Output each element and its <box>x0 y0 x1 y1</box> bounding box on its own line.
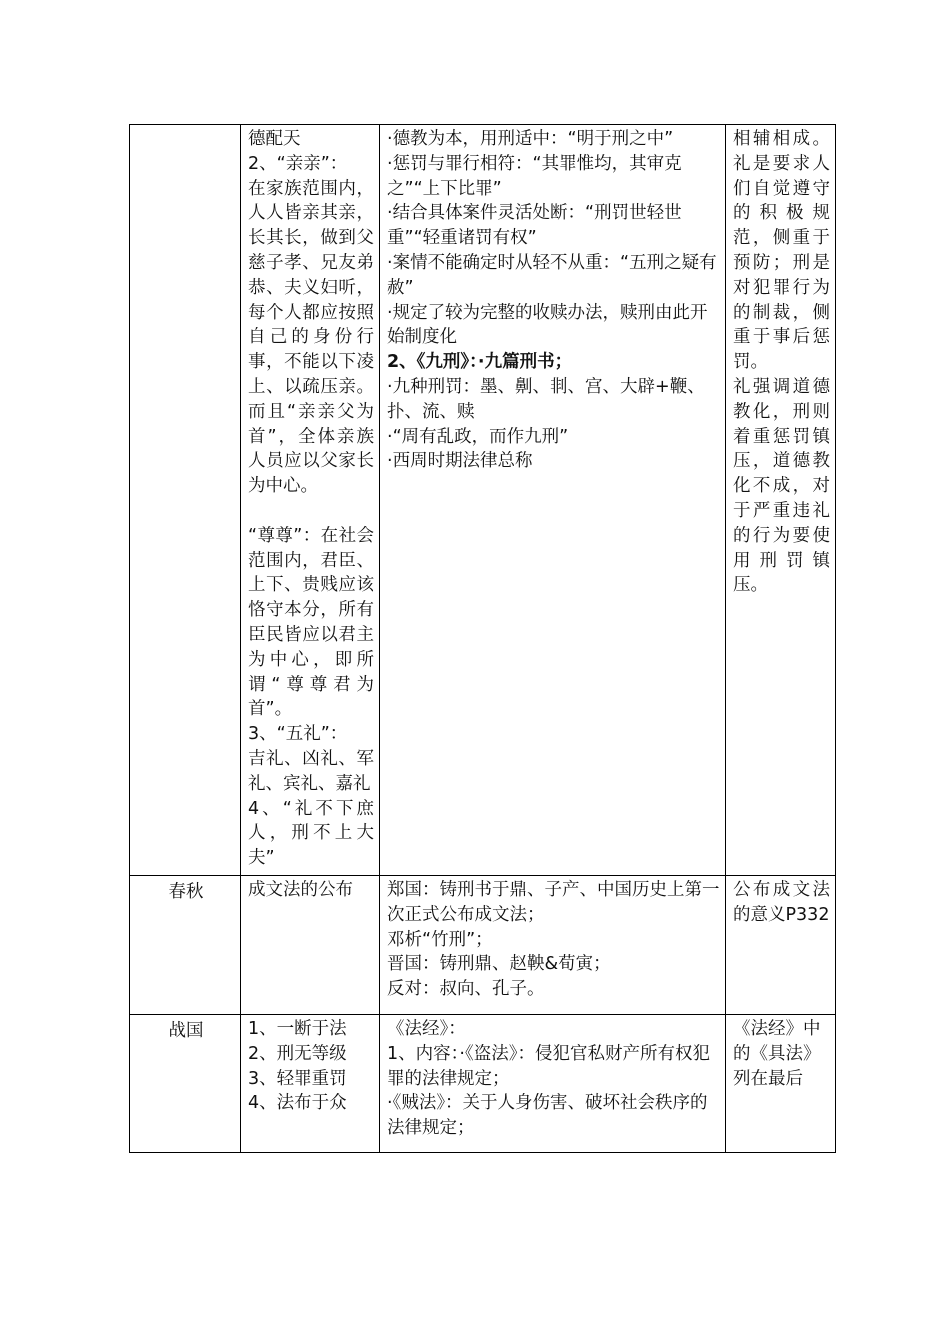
principle-line: “尊尊”：在社会范围内，君臣、上下、贵贱应该恪守本分，所有臣民皆应以君主为中心，即所谓“尊尊君为首”。 <box>248 525 374 720</box>
principle-line: 在家族范围内，人人皆亲其亲，长其长，做到父慈子孝、兄友弟恭、夫义妇听，每个人都应按照自己的身份行事，不能以下凌上、以疏压亲。而且“亲亲父为首”，全体亲族人员应以父家长为中心。 <box>248 178 374 497</box>
content-line: 邓析“竹刑”； <box>387 929 493 950</box>
era-cell: 战国 <box>130 1014 241 1152</box>
notes-cell <box>726 125 836 876</box>
principles-cell <box>241 875 380 1014</box>
content-line: ·规定了较为完整的收赎办法，赎刑由此开始制度化 <box>387 302 708 348</box>
principle-line: 吉礼、凶礼、军礼、宾礼、嘉礼 <box>248 748 374 794</box>
principle-line: 4、“礼不下庶人，刑不上大夫” <box>248 798 374 869</box>
note-line: 公布成文法的意义P332 <box>733 879 830 925</box>
table-row-spring-autumn <box>130 875 836 1014</box>
law-history-table <box>129 124 836 1153</box>
table-row-western-zhou <box>130 125 836 876</box>
content-line: ·德教为本，用刑适中：“明于刑之中” <box>387 129 674 149</box>
content-line: ·“周有乱政，而作九刑” <box>387 426 569 447</box>
content-cell <box>380 125 726 876</box>
content-line: 《法经》： <box>387 1018 466 1039</box>
table-row-warring-states <box>130 1014 836 1152</box>
principles-cell <box>241 1014 380 1152</box>
principle-line: 2、刑无等级 <box>248 1043 347 1064</box>
note-line: 礼强调道德教化，刑则着重惩罚镇压，道德教化不成，对于严重违礼的行为要使用刑罚镇压。 <box>733 376 830 596</box>
principle-line: 成文法的公布 <box>248 879 353 900</box>
principle-line: 2、“亲亲”： <box>248 153 348 174</box>
principle-line: 德配天 <box>248 129 301 149</box>
note-line: 《法经》中的《具法》列在最后 <box>733 1018 821 1089</box>
principle-line: 4、法布于众 <box>248 1093 347 1114</box>
content-cell <box>380 875 726 1014</box>
content-line: ·惩罚与罪行相符：“其罪惟均，其审克之”“上下比罪” <box>387 153 682 199</box>
principles-cell <box>241 125 380 876</box>
notes-cell <box>726 875 836 1014</box>
content-line: ·《贼法》：关于人身伤害、破坏社会秩序的法律规定； <box>387 1093 708 1139</box>
principle-line: 1、一断于法 <box>248 1018 347 1039</box>
content-line: 反对：叔向、孔子。 <box>387 979 545 1000</box>
content-line: ·九种刑罚：墨、劓、剕、宫、大辟+鞭、扑、流、赎 <box>387 376 705 422</box>
note-line: 相辅相成。礼是要求人们自觉遵守的积极规范，侧重于预防；刑是对犯罪行为的制裁，侧重于事后惩罚。 <box>733 129 830 373</box>
content-line: ·结合具体案件灵活处断：“刑罚世轻世重”“轻重诸罚有权” <box>387 203 682 249</box>
principle-line: 3、轻罪重罚 <box>248 1068 347 1089</box>
content-line: ·西周时期法律总称 <box>387 451 533 472</box>
principle-line: 3、“五礼”： <box>248 724 348 745</box>
content-cell <box>380 1014 726 1152</box>
blank-line <box>248 499 374 524</box>
content-line: 2、《九刑》：·九篇刑书； <box>387 352 573 373</box>
content-line: 1、内容：·《盗法》：侵犯官私财产所有权犯罪的法律规定； <box>387 1043 710 1089</box>
content-line: ·案情不能确定时从轻不从重：“五刑之疑有赦” <box>387 252 717 298</box>
content-line: 晋国：铸刑鼎、赵鞅&荀寅； <box>387 954 611 975</box>
content-line: 郑国：铸刑书于鼎、子产、中国历史上第一次正式公布成文法； <box>387 879 720 925</box>
era-cell <box>130 125 241 876</box>
notes-cell <box>726 1014 836 1152</box>
era-cell: 春秋 <box>130 875 241 1014</box>
